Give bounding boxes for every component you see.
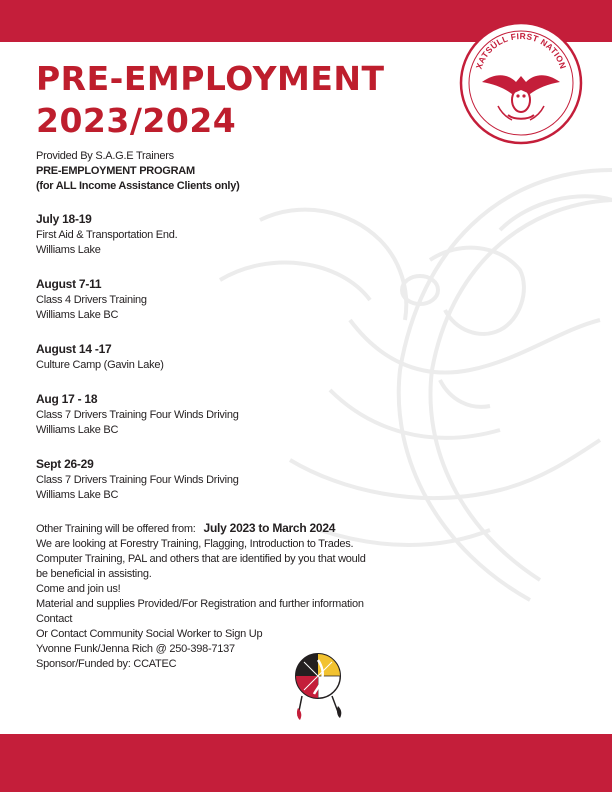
title-line-1: PRE-EMPLOYMENT — [36, 59, 385, 98]
event-date: August 7-11 — [36, 277, 102, 291]
dreamcatcher-icon — [292, 650, 344, 722]
event-detail: Class 4 Drivers Training — [36, 294, 147, 306]
event-detail: Class 7 Drivers Training Four Winds Driving — [36, 474, 239, 486]
contact-label: Contact — [36, 613, 73, 625]
event-location: Williams Lake BC — [36, 489, 119, 501]
program-name: PRE-EMPLOYMENT PROGRAM — [36, 165, 195, 177]
event-location: Williams Lake BC — [36, 424, 119, 436]
offered-period: July 2023 to March 2024 — [203, 521, 336, 535]
event-item — [36, 456, 436, 503]
event-date: August 14 -17 — [36, 342, 112, 356]
offered-period-line — [36, 521, 436, 537]
event-item — [36, 391, 436, 438]
event-detail: First Aid & Transportation End. — [36, 229, 178, 241]
social-worker-line: Or Contact Community Social Worker to Sign Up — [36, 628, 263, 640]
offered-prefix: Other Training will be offered from: — [36, 523, 196, 535]
invitation-line: Come and join us! — [36, 583, 121, 595]
event-location: Williams Lake — [36, 244, 101, 256]
event-location: Williams Lake BC — [36, 309, 119, 321]
bottom-color-bar — [0, 734, 612, 792]
other-training-line: Computer Training, PAL and others that are identified by you that would — [36, 553, 366, 565]
title-line-2: 2023/2024 — [36, 101, 237, 140]
other-training-line: be beneficial in assisting. — [36, 568, 152, 580]
intro-block — [36, 149, 436, 194]
flyer-body — [36, 149, 436, 672]
event-date: Sept 26-29 — [36, 457, 94, 471]
provided-by-text: Provided By S.A.G.E Trainers — [36, 150, 174, 162]
contact-phone-line: Yvonne Funk/Jenna Rich @ 250-398-7137 — [36, 643, 235, 655]
event-item — [36, 341, 436, 373]
eligibility-note: (for ALL Income Assistance Clients only) — [36, 180, 240, 192]
event-item — [36, 211, 436, 258]
other-training-block — [36, 521, 436, 672]
event-detail: Culture Camp (Gavin Lake) — [36, 359, 164, 371]
seal-text: XATSÜLL FIRST NATION — [473, 30, 569, 71]
page-title — [36, 58, 385, 142]
sponsor-line: Sponsor/Funded by: CCATEC — [36, 658, 177, 670]
event-item — [36, 276, 436, 323]
other-training-line: We are looking at Forestry Training, Flagging, Introduction to Trades. — [36, 538, 354, 550]
event-date: Aug 17 - 18 — [36, 392, 98, 406]
event-date: July 18-19 — [36, 212, 92, 226]
xatsull-first-nation-seal-icon — [458, 20, 584, 146]
registration-line: Material and supplies Provided/For Registration and further information — [36, 598, 364, 610]
event-detail: Class 7 Drivers Training Four Winds Driving — [36, 409, 239, 421]
